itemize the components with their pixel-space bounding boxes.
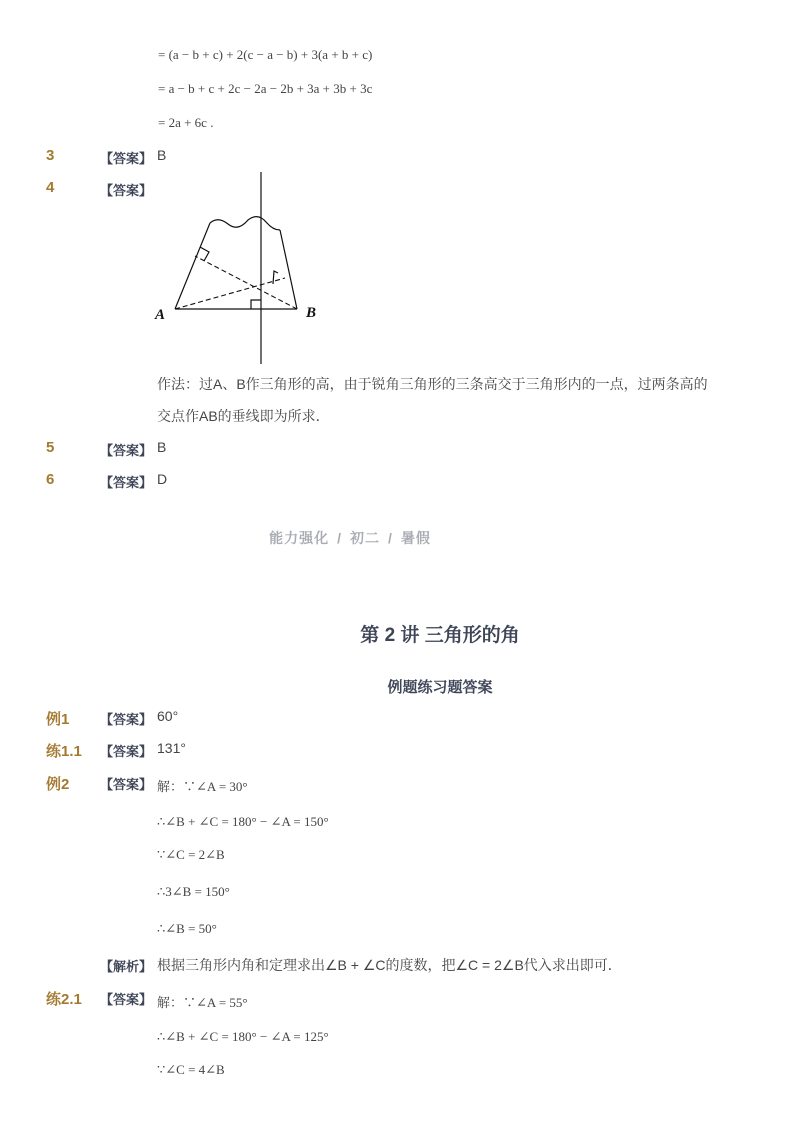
answer-tag: 【答案】	[100, 744, 153, 759]
point-b-label: B	[306, 305, 317, 321]
footer-separator: /	[388, 530, 393, 546]
question-number: 3	[46, 147, 55, 164]
answer-value: 60°	[157, 708, 179, 724]
example-number: 例2	[46, 776, 70, 793]
example-number: 例1	[46, 711, 70, 728]
solution-step: ∵∠C = 2∠B	[157, 847, 225, 862]
answer-value: 解：∵∠A = 55°	[157, 995, 248, 1010]
lecture-title: 第 2 讲 三角形的角	[360, 625, 520, 646]
method-line-2: 交点作AB的垂线即为所求．	[157, 408, 330, 424]
answer-value: D	[157, 471, 168, 487]
answer-value: B	[157, 147, 167, 163]
practice-number: 练1.1	[46, 743, 82, 760]
derivation-line-1: = (a − b + c) + 2(c − a − b) + 3(a + b + c)	[158, 47, 373, 62]
solution-step: ∴3∠B = 150°	[157, 884, 230, 899]
derivation-line-3: = 2a + 6c .	[158, 115, 214, 130]
footer-separator: /	[337, 530, 342, 546]
footer-series: 能力强化	[269, 530, 330, 546]
answer-tag: 【答案】	[100, 777, 153, 792]
answer-tag: 【答案】	[100, 183, 153, 198]
analysis-tag: 【解析】	[100, 959, 153, 974]
answer-value: 解：∵∠A = 30°	[157, 779, 248, 794]
practice-number: 练2.1	[46, 991, 82, 1008]
question-number: 6	[46, 471, 55, 488]
solution-step: ∴∠B + ∠C = 180° − ∠A = 125°	[157, 1029, 329, 1044]
question-number: 4	[46, 179, 55, 196]
answer-value: B	[157, 439, 167, 455]
solution-step: ∵∠C = 4∠B	[157, 1062, 225, 1077]
footer-term: 暑假	[400, 530, 431, 546]
solution-step: ∴∠B = 50°	[157, 921, 217, 936]
page-footer	[0, 528, 700, 548]
answer-tag: 【答案】	[100, 712, 153, 727]
solution-step: ∴∠B + ∠C = 180° − ∠A = 150°	[157, 814, 329, 829]
answer-tag: 【答案】	[100, 992, 153, 1007]
answer-tag: 【答案】	[100, 443, 153, 458]
answer-value: 131°	[157, 740, 186, 756]
answer-tag: 【答案】	[100, 475, 153, 490]
triangle-perpendicular-figure	[150, 168, 330, 368]
derivation-line-2: = a − b + c + 2c − 2a − 2b + 3a + 3b + 3c	[158, 81, 373, 96]
section-title: 例题练习题答案	[387, 679, 493, 696]
question-number: 5	[46, 439, 55, 456]
method-line-1: 作法：过A、B作三角形的高，由于锐角三角形的三条高交于三角形内的一点，过两条高的	[157, 376, 708, 392]
analysis-text: 根据三角形内角和定理求出∠B + ∠C的度数，把∠C = 2∠B代入求出即可．	[157, 957, 622, 973]
point-a-label: A	[155, 307, 166, 323]
footer-grade: 初二	[350, 530, 380, 546]
answer-tag: 【答案】	[100, 151, 153, 166]
